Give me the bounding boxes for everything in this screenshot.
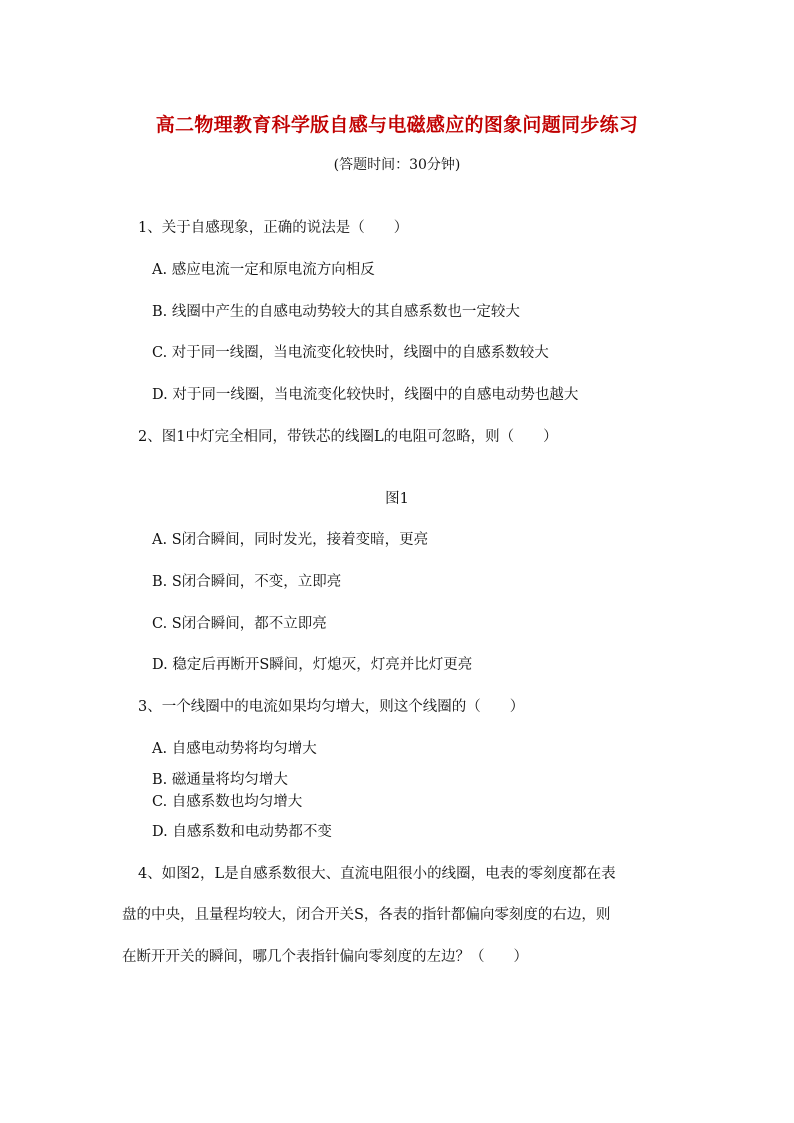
question-2-option-b: B. S闭合瞬间，不变，立即亮 — [152, 574, 342, 590]
question-1-option-b: B. 线圈中产生的自感电动势较大的其自感系数也一定较大 — [152, 304, 520, 320]
question-2-option-d: D. 稳定后再断开S瞬间，灯熄灭，灯亮并比灯更亮 — [152, 657, 473, 673]
question-3-option-a: A. 自感电动势将均匀增大 — [152, 741, 317, 757]
question-1-option-c: C. 对于同一线圈，当电流变化较快时，线圈中的自感系数较大 — [152, 345, 549, 361]
question-3-option-d: D. 自感系数和电动势都不变 — [152, 824, 332, 840]
question-3-option-b: B. 磁通量将均匀增大 — [152, 772, 288, 788]
question-4-stem-line-1: 4、如图2，L是自感系数很大、直流电阻很小的线圈，电表的零刻度都在表 — [138, 866, 616, 882]
question-2-stem: 2、图1中灯完全相同，带铁芯的线圈L的电阻可忽略，则（ ） — [138, 429, 558, 445]
question-2-option-c: C. S闭合瞬间，都不立即亮 — [152, 616, 327, 632]
figure-1-label: 图1 — [385, 491, 409, 507]
question-3-option-c: C. 自感系数也均匀增大 — [152, 794, 303, 810]
question-2-option-a: A. S闭合瞬间，同时发光，接着变暗，更亮 — [152, 532, 429, 548]
question-4-stem-line-3: 在断开开关的瞬间，哪几个表指针偏向零刻度的左边？（ ） — [122, 949, 528, 965]
question-1-option-d: D. 对于同一线圈，当电流变化较快时，线圈中的自感电动势也越大 — [152, 387, 579, 403]
question-4-stem-line-2: 盘的中央，且量程均较大，闭合开关S，各表的指针都偏向零刻度的右边，则 — [122, 907, 611, 923]
question-1-option-a: A. 感应电流一定和原电流方向相反 — [152, 262, 375, 278]
question-1-stem: 1、关于自感现象，正确的说法是（ ） — [138, 220, 409, 236]
document-title: 高二物理教育科学版自感与电磁感应的图象问题同步练习 — [155, 114, 639, 136]
answer-time-note: (答题时间：30分钟) — [333, 157, 461, 173]
question-3-stem: 3、一个线圈中的电流如果均匀增大，则这个线圈的（ ） — [138, 699, 525, 715]
